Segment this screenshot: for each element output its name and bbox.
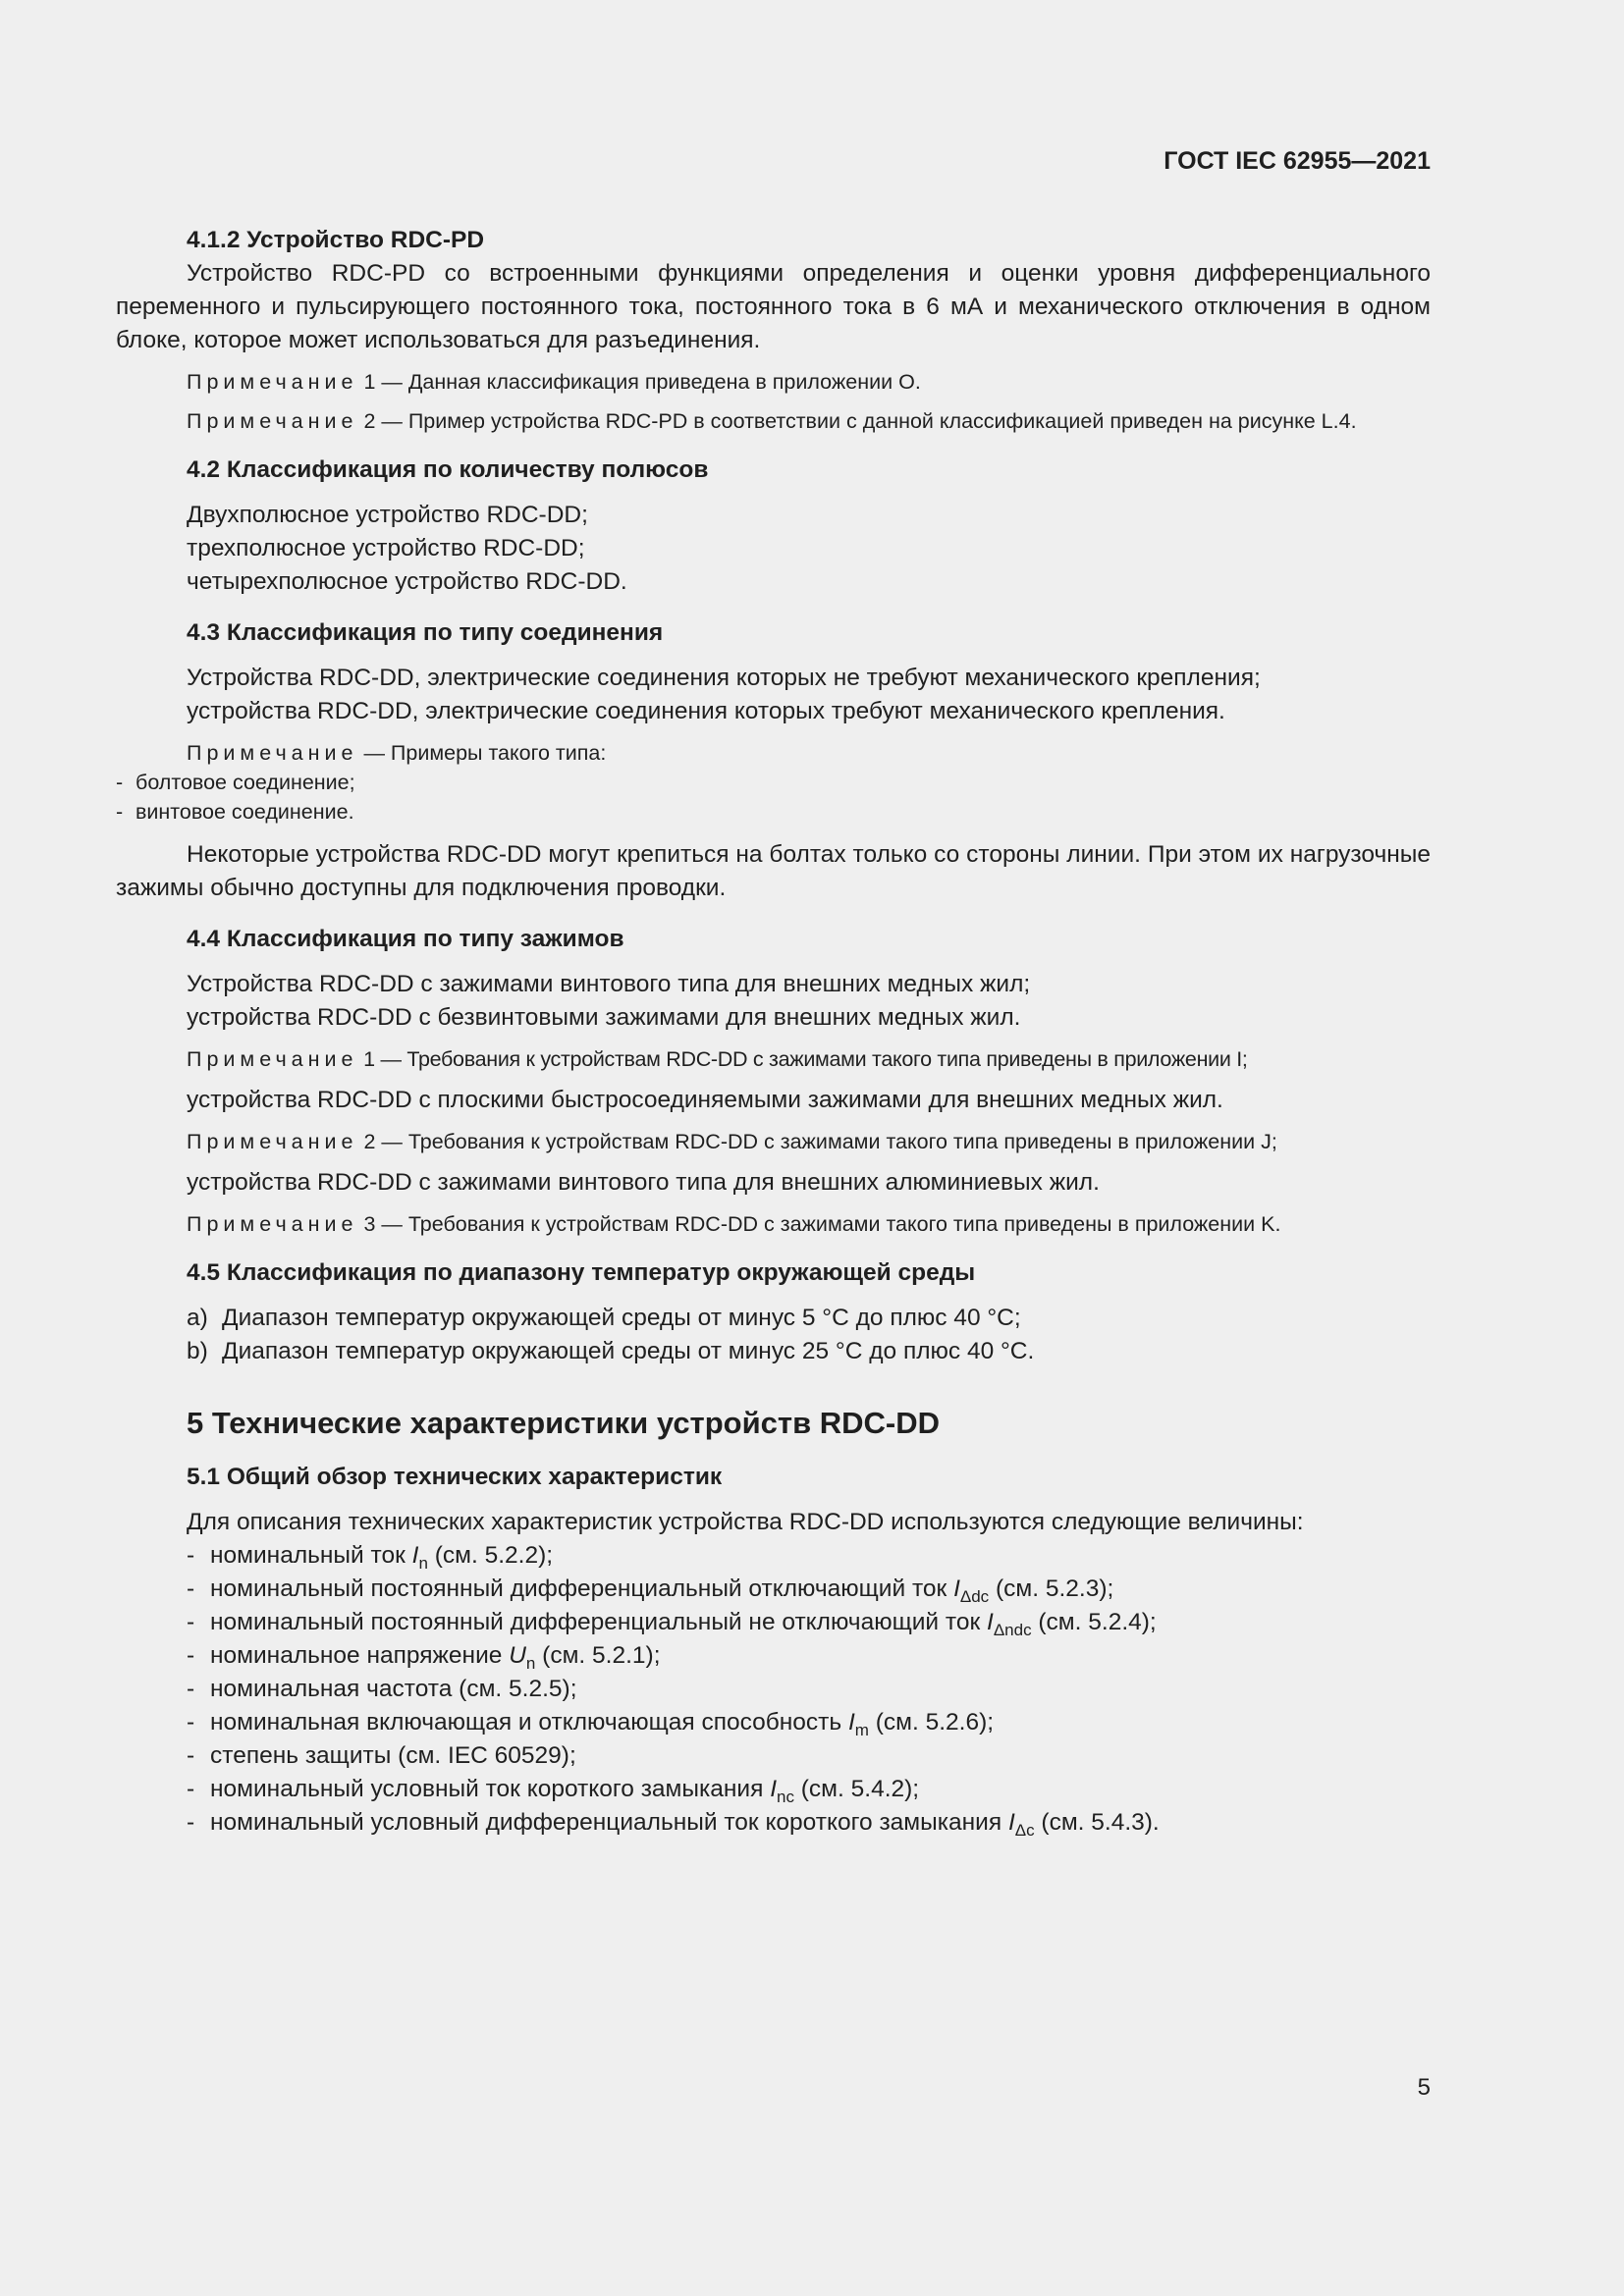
- section-title-4-5: 4.5 Классификация по диапазону температур окружающей среды: [187, 1259, 976, 1286]
- list-item-text: Диапазон температур окружающей среды от минус 25 °C до плюс 40 °C.: [222, 1338, 1035, 1364]
- chapter-title-5: 5 Технические характеристики устройств RDC-DD: [187, 1406, 941, 1440]
- list-item: Устройства RDC-DD, электрические соединения которых не требуют механического крепления;: [187, 665, 1261, 691]
- list-item-text: Диапазон температур окружающей среды от минус 5 °C до плюс 40 °C;: [222, 1305, 1021, 1331]
- list-block: [116, 968, 1431, 1035]
- section-paragraph: Устройство RDC-PD со встроенными функциями определения и оценки уровня дифференциального переменного и пульсирующего постоянного тока, постоянного тока в 6 мА и механического отключения в одном блоке, которое может использоваться для разъединения.: [116, 260, 1431, 353]
- list-item: Устройства RDC-DD с зажимами винтового типа для внешних медных жил;: [187, 971, 1031, 997]
- section-title-4-1-2: 4.1.2 Устройство RDC-PD: [187, 227, 485, 253]
- note-text: 2 — Пример устройства RDC-PD в соответствии с данной классификацией приведен на рисунке L.4.: [363, 409, 1357, 433]
- note: [116, 1044, 1431, 1074]
- list-item: - номинальное напряжение $U_n$ (см. 5.2.1);: [187, 1639, 1431, 1673]
- note: [116, 1127, 1431, 1156]
- list-item: устройства RDC-DD, электрические соединения которых требуют механического крепления.: [187, 698, 1225, 724]
- list-item: трехполюсное устройство RDC-DD;: [187, 535, 585, 561]
- note-label: Примечание: [187, 370, 358, 394]
- note-text: — Примеры такого типа:: [363, 741, 607, 765]
- list-marker: b): [187, 1338, 208, 1364]
- list-item: - номинальный постоянный дифференциальный отключающий ток $I_{\Delta dc}$ (см. 5.2.3);: [187, 1573, 1431, 1606]
- note: [116, 1209, 1431, 1239]
- list-item: четырехполюсное устройство RDC-DD.: [187, 568, 627, 595]
- list-block: [116, 662, 1431, 728]
- list-item: - номинальный условный дифференциальный ток короткого замыкания $I_{\Delta c}$ (см. 5.4.3).: [187, 1806, 1431, 1840]
- lettered-list: [116, 1302, 1431, 1368]
- list-item: - степень защиты (см. IEC 60529);: [187, 1739, 1431, 1773]
- list-item: - номинальный условный ток короткого замыкания $I_{nc}$ (см. 5.4.2);: [187, 1773, 1431, 1806]
- note-text: 2 — Требования к устройствам RDC-DD с зажимами такого типа приведены в приложении J;: [363, 1130, 1277, 1153]
- note-list-item: - болтовое соединение;: [116, 768, 1431, 797]
- list-item: - номинальный ток $I_n$ (см. 5.2.2);: [187, 1539, 1431, 1573]
- list-item: устройства RDC-DD с зажимами винтового типа для внешних алюминиевых жил.: [187, 1169, 1100, 1196]
- list-item: Двухполюсное устройство RDC-DD;: [187, 502, 588, 528]
- list-item: - номинальный постоянный дифференциальный не отключающий ток $I_{\Delta ndc}$ (см. 5.2.4);: [187, 1606, 1431, 1639]
- list-item: - номинальная включающая и отключающая способность $I_m$ (см. 5.2.6);: [187, 1706, 1431, 1739]
- list-item: [187, 1302, 1431, 1335]
- note-label: Примечание: [187, 1130, 358, 1153]
- section-title-4-4: 4.4 Классификация по типу зажимов: [187, 926, 624, 952]
- note: [116, 367, 1431, 397]
- list-block: [116, 499, 1431, 599]
- note: [116, 406, 1431, 436]
- list-item: [187, 1335, 1431, 1368]
- characteristics-list: [116, 1539, 1431, 1840]
- note-label: Примечание: [187, 409, 358, 433]
- note-text: 3 — Требования к устройствам RDC-DD с зажимами такого типа приведены в приложении K.: [363, 1212, 1281, 1236]
- note-list-item: - винтовое соединение.: [116, 797, 1431, 827]
- note-label: Примечание: [187, 741, 358, 765]
- document-header: ГОСТ IEC 62955—2021: [1164, 147, 1431, 175]
- note-label: Примечание: [187, 1047, 358, 1071]
- section-paragraph: Для описания технических характеристик устройства RDC-DD используются следующие величины:: [187, 1509, 1304, 1535]
- note-text: 1 — Требования к устройствам RDC-DD с зажимами такого типа приведены в приложении I;: [363, 1047, 1248, 1071]
- list-item: устройства RDC-DD с плоскими быстросоединяемыми зажимами для внешних медных жил.: [187, 1087, 1223, 1113]
- note: [116, 738, 1431, 768]
- section-paragraph: Некоторые устройства RDC-DD могут крепиться на болтах только со стороны линии. При этом их нагрузочные зажимы обычно доступны для подключения проводки.: [116, 841, 1431, 901]
- section-title-4-3: 4.3 Классификация по типу соединения: [187, 619, 664, 646]
- section-title-5-1: 5.1 Общий обзор технических характеристик: [187, 1464, 723, 1490]
- note-list: [116, 768, 1431, 827]
- note-text: 1 — Данная классификация приведена в приложении О.: [363, 370, 921, 394]
- document-body: [116, 224, 1431, 1840]
- page-number: 5: [1417, 2074, 1431, 2101]
- list-item: устройства RDC-DD с безвинтовыми зажимами для внешних медных жил.: [187, 1004, 1021, 1031]
- section-title-4-2: 4.2 Классификация по количеству полюсов: [187, 456, 709, 483]
- list-marker: a): [187, 1305, 208, 1331]
- list-item: - номинальная частота (см. 5.2.5);: [187, 1673, 1431, 1706]
- note-label: Примечание: [187, 1212, 358, 1236]
